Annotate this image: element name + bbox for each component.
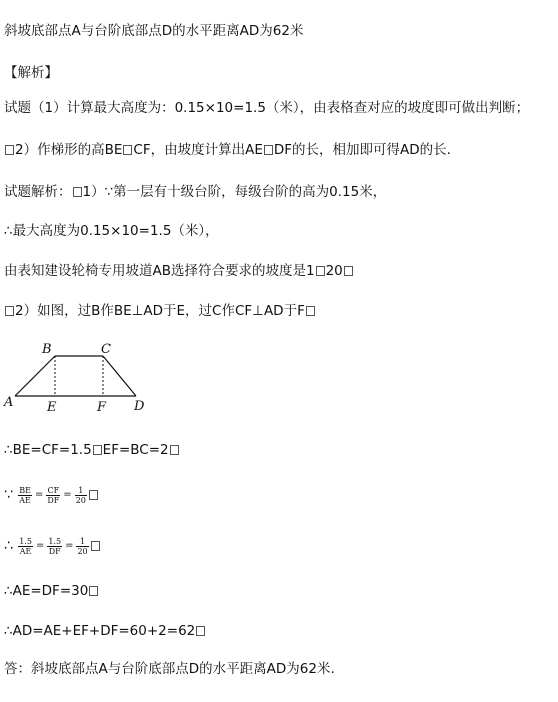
analysis-line-2-part-a: 2）作梯形的高BE xyxy=(15,142,123,158)
missing-glyph-box xyxy=(91,541,100,551)
fraction-numerator: 1 xyxy=(75,486,87,496)
solution-line-1 xyxy=(4,183,386,201)
therefore-symbol: ∴ xyxy=(4,538,13,554)
solution-label: 试题解析： xyxy=(4,184,72,200)
eq-line-3: ∴ $\frac{1.5}{AE}$ = $\frac{1.5}{DF}$ = $\frac{1}{20}$ xyxy=(4,533,101,559)
analysis-line-1-text: 试题（1）计算最大高度为：0.15×10=1.5（米），由表格查对应的坡度即可做出判断； xyxy=(4,100,530,116)
side-ab xyxy=(15,356,55,396)
eq-line-4 xyxy=(4,582,99,600)
missing-glyph-box xyxy=(264,145,273,155)
missing-glyph-box xyxy=(196,626,205,636)
fraction-numerator: 1 xyxy=(76,537,88,547)
analysis-heading-text: 【解析】 xyxy=(4,65,58,81)
solution-line-4 xyxy=(4,302,316,320)
missing-glyph-box xyxy=(344,266,353,276)
fraction-denominator: AE xyxy=(19,495,31,505)
therefore-symbol: ∵ xyxy=(4,487,13,503)
fraction-denominator: 20 xyxy=(77,546,88,556)
fraction-15-ae xyxy=(18,537,33,556)
fraction-numerator: 1.5 xyxy=(19,536,32,546)
missing-glyph-box xyxy=(306,306,315,316)
missing-glyph-box xyxy=(316,266,325,276)
label-c: C xyxy=(101,342,111,357)
missing-glyph-box xyxy=(5,306,14,316)
fraction-cf-df xyxy=(46,486,60,505)
eq-line-1-part-b: EF=BC=2 xyxy=(102,442,169,458)
side-cd xyxy=(103,356,136,396)
solution-line-3-part-a: 由表知建设轮椅专用坡道AB选择符合要求的坡度是1 xyxy=(4,263,315,279)
missing-glyph-box xyxy=(93,445,102,455)
fraction-numerator: CF xyxy=(47,485,60,495)
fraction-1-20 xyxy=(75,486,87,505)
solution-line-3-part-b: 20 xyxy=(325,263,343,279)
missing-glyph-box xyxy=(170,445,179,455)
eq-line-1 xyxy=(4,441,180,459)
intro-line xyxy=(4,22,303,40)
solution-line-2-text: ∴最大高度为0.15×10=1.5（米）， xyxy=(4,223,219,239)
fraction-15-df xyxy=(47,537,62,556)
missing-glyph-box xyxy=(89,490,98,500)
analysis-line-2-part-b: CF，由坡度计算出AE xyxy=(133,142,263,158)
answer-text: 答：斜坡底部点A与台阶底部点D的水平距离AD为62米. xyxy=(4,661,335,677)
answer-line xyxy=(4,660,335,678)
fraction-denominator: DF xyxy=(48,546,61,556)
analysis-line-2 xyxy=(4,141,451,159)
solution-line-2 xyxy=(4,222,219,240)
eq-line-5 xyxy=(4,622,206,640)
solution-line-3 xyxy=(4,262,354,280)
intro-text: 斜坡底部点A与台阶底部点D的水平距离AD为62米 xyxy=(4,23,304,39)
missing-glyph-box xyxy=(123,145,132,155)
solution-line-4-text: 2）如图，过B作BE⊥AD于E，过C作CF⊥AD于F xyxy=(15,303,305,319)
fraction-denominator: DF xyxy=(47,495,60,505)
analysis-heading xyxy=(4,64,58,82)
eq-line-1-part-a: ∴BE=CF=1.5 xyxy=(4,442,92,458)
eq-line-2: ∵ $\frac{BE}{AE}$ = $\frac{CF}{DF}$ = $\frac{1}{20}$ xyxy=(4,482,99,508)
solution-line-1-text: 1）∵第一层有十级台阶，每级台阶的高为0.15米， xyxy=(82,184,387,200)
missing-glyph-box xyxy=(73,187,82,197)
label-e: E xyxy=(47,400,57,415)
trapezoid-diagram xyxy=(0,338,160,418)
fraction-numerator: BE xyxy=(19,485,31,495)
eq-line-5-text: ∴AD=AE+EF+DF=60+2=62 xyxy=(4,623,196,639)
fraction-denominator: 20 xyxy=(75,495,86,505)
label-f: F xyxy=(97,400,107,415)
missing-glyph-box xyxy=(89,586,98,596)
label-b: B xyxy=(42,342,52,357)
fraction-be-ae xyxy=(18,486,32,505)
eq-line-4-text: ∴AE=DF=30 xyxy=(4,583,89,599)
label-a: A xyxy=(4,395,14,410)
analysis-line-1 xyxy=(4,99,529,117)
fraction-denominator: AE xyxy=(19,546,32,556)
analysis-line-2-part-c: DF的长，相加即可得AD的长. xyxy=(273,142,451,158)
label-d: D xyxy=(134,399,145,414)
fraction-numerator: 1.5 xyxy=(48,536,62,546)
fraction-1-20 xyxy=(76,537,88,556)
missing-glyph-box xyxy=(5,145,14,155)
